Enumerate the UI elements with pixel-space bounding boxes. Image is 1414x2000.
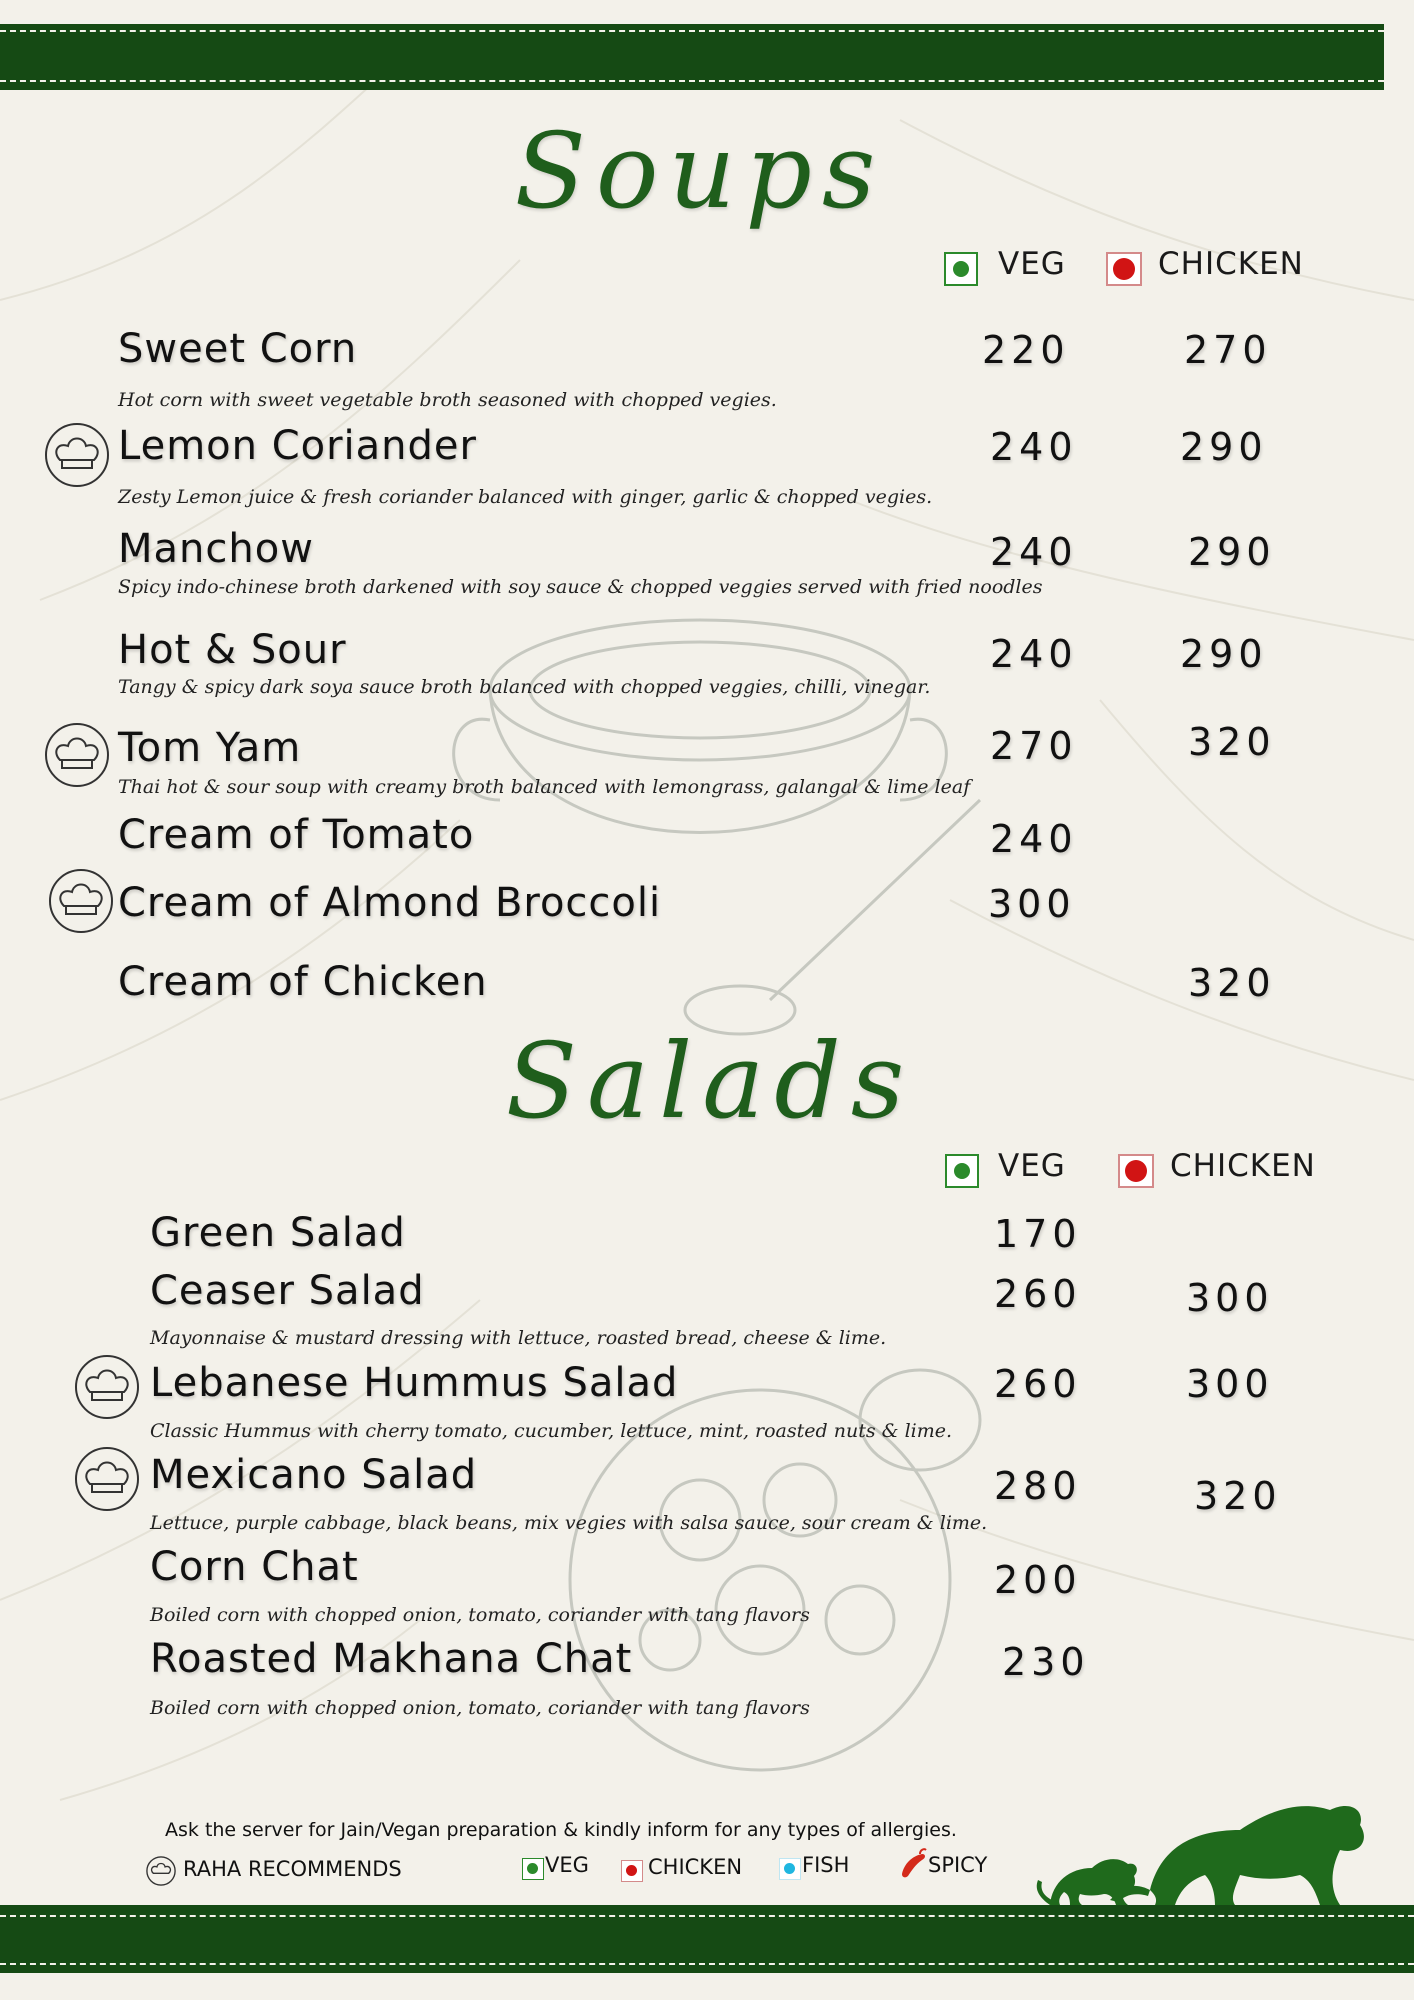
soups-veg-column-label: VEG [998,246,1066,282]
soups-chicken-column-label: CHICKEN [1158,246,1304,282]
price-chicken: 290 [1188,530,1276,574]
soups-heading: Soups [514,110,886,232]
menu-item-name: Hot & Sour [118,627,347,673]
price-veg: 240 [990,425,1078,469]
veg-icon [522,1858,544,1880]
menu-item-name: Lebanese Hummus Salad [150,1360,679,1406]
price-chicken: 300 [1186,1362,1274,1406]
chicken-icon [1118,1154,1154,1188]
legend-spicy: SPICY [928,1853,988,1877]
menu-item-description: Zesty Lemon juice & fresh coriander balanced with ginger, garlic & chopped vegies. [118,486,933,508]
price-veg: 220 [982,328,1070,372]
menu-item-name: Corn Chat [150,1544,359,1590]
menu-item-name: Manchow [118,526,314,572]
price-chicken: 290 [1180,632,1268,676]
price-veg: 230 [1002,1640,1090,1684]
price-veg: 300 [988,882,1076,926]
chilli-icon [896,1846,930,1880]
price-veg: 240 [990,530,1078,574]
legend-veg: VEG [545,1853,589,1877]
price-chicken: 320 [1188,961,1276,1005]
menu-item-name: Cream of Almond Broccoli [118,880,662,926]
price-chicken: 300 [1186,1276,1274,1320]
menu-item-description: Boiled corn with chopped onion, tomato, coriander with tang flavors [150,1697,810,1719]
price-veg: 270 [990,724,1078,768]
salads-chicken-column-label: CHICKEN [1170,1148,1316,1184]
menu-item-name: Cream of Chicken [118,959,488,1005]
chef-hat-icon [44,722,110,788]
menu-item-description: Classic Hummus with cherry tomato, cucumber, lettuce, mint, roasted nuts & lime. [150,1420,953,1442]
menu-item-name: Tom Yam [118,725,302,771]
price-chicken: 270 [1184,328,1272,372]
menu-item-description: Thai hot & sour soup with creamy broth balanced with lemongrass, galangal & lime leaf [118,776,971,798]
menu-item-description: Boiled corn with chopped onion, tomato, coriander with tang flavors [150,1604,810,1626]
salads-veg-column-label: VEG [998,1148,1066,1184]
legend-recommends: RAHA RECOMMENDS [183,1857,402,1881]
stitch-line [0,1963,1414,1965]
chicken-icon [621,1860,643,1882]
top-banner [0,24,1384,90]
legend-fish: FISH [802,1853,850,1877]
chef-hat-icon [74,1446,140,1512]
price-chicken: 320 [1188,720,1276,764]
menu-item-name: Green Salad [150,1210,406,1256]
stitch-line [0,80,1384,82]
price-veg: 240 [990,817,1078,861]
price-veg: 170 [994,1212,1082,1256]
menu-item-name: Ceaser Salad [150,1268,425,1314]
chicken-icon [1106,252,1142,286]
price-veg: 240 [990,632,1078,676]
menu-item-description: Mayonnaise & mustard dressing with lettuce, roasted bread, cheese & lime. [150,1327,887,1349]
menu-item-description: Lettuce, purple cabbage, black beans, mix vegies with salsa sauce, sour cream & lime. [150,1512,988,1534]
price-veg: 200 [994,1558,1082,1602]
chef-hat-icon [48,868,114,934]
bottom-banner [0,1905,1414,1973]
allergy-note: Ask the server for Jain/Vegan preparation & kindly inform for any types of allergies. [165,1819,957,1841]
soup-bowl-sketch [440,580,1000,1040]
price-chicken: 290 [1180,425,1268,469]
tiger-illustration [1030,1770,1390,1910]
chef-hat-icon [74,1354,140,1420]
menu-item-name: Sweet Corn [118,326,358,372]
price-veg: 280 [994,1464,1082,1508]
menu-item-name: Cream of Tomato [118,812,475,858]
menu-item-name: Roasted Makhana Chat [150,1636,633,1682]
legend-chicken: CHICKEN [648,1855,743,1879]
price-veg: 260 [994,1362,1082,1406]
price-chicken: 320 [1194,1474,1282,1518]
menu-item-description: Hot corn with sweet vegetable broth seasoned with chopped vegies. [118,389,777,411]
veg-icon [945,1154,979,1188]
salads-heading: Salads [505,1020,915,1142]
menu-item-description: Spicy indo-chinese broth darkened with soy sauce & chopped veggies served with fried noodles [118,576,1043,598]
fish-icon [779,1858,801,1880]
menu-item-description: Tangy & spicy dark soya sauce broth balanced with chopped veggies, chilli, vinegar. [118,676,931,698]
menu-item-name: Lemon Coriander [118,423,477,469]
chef-hat-icon [146,1856,176,1886]
price-veg: 260 [994,1272,1082,1316]
chef-hat-icon [44,422,110,488]
veg-icon [944,252,978,286]
stitch-line [0,30,1384,32]
stitch-line [0,1915,1414,1917]
menu-item-name: Mexicano Salad [150,1452,478,1498]
